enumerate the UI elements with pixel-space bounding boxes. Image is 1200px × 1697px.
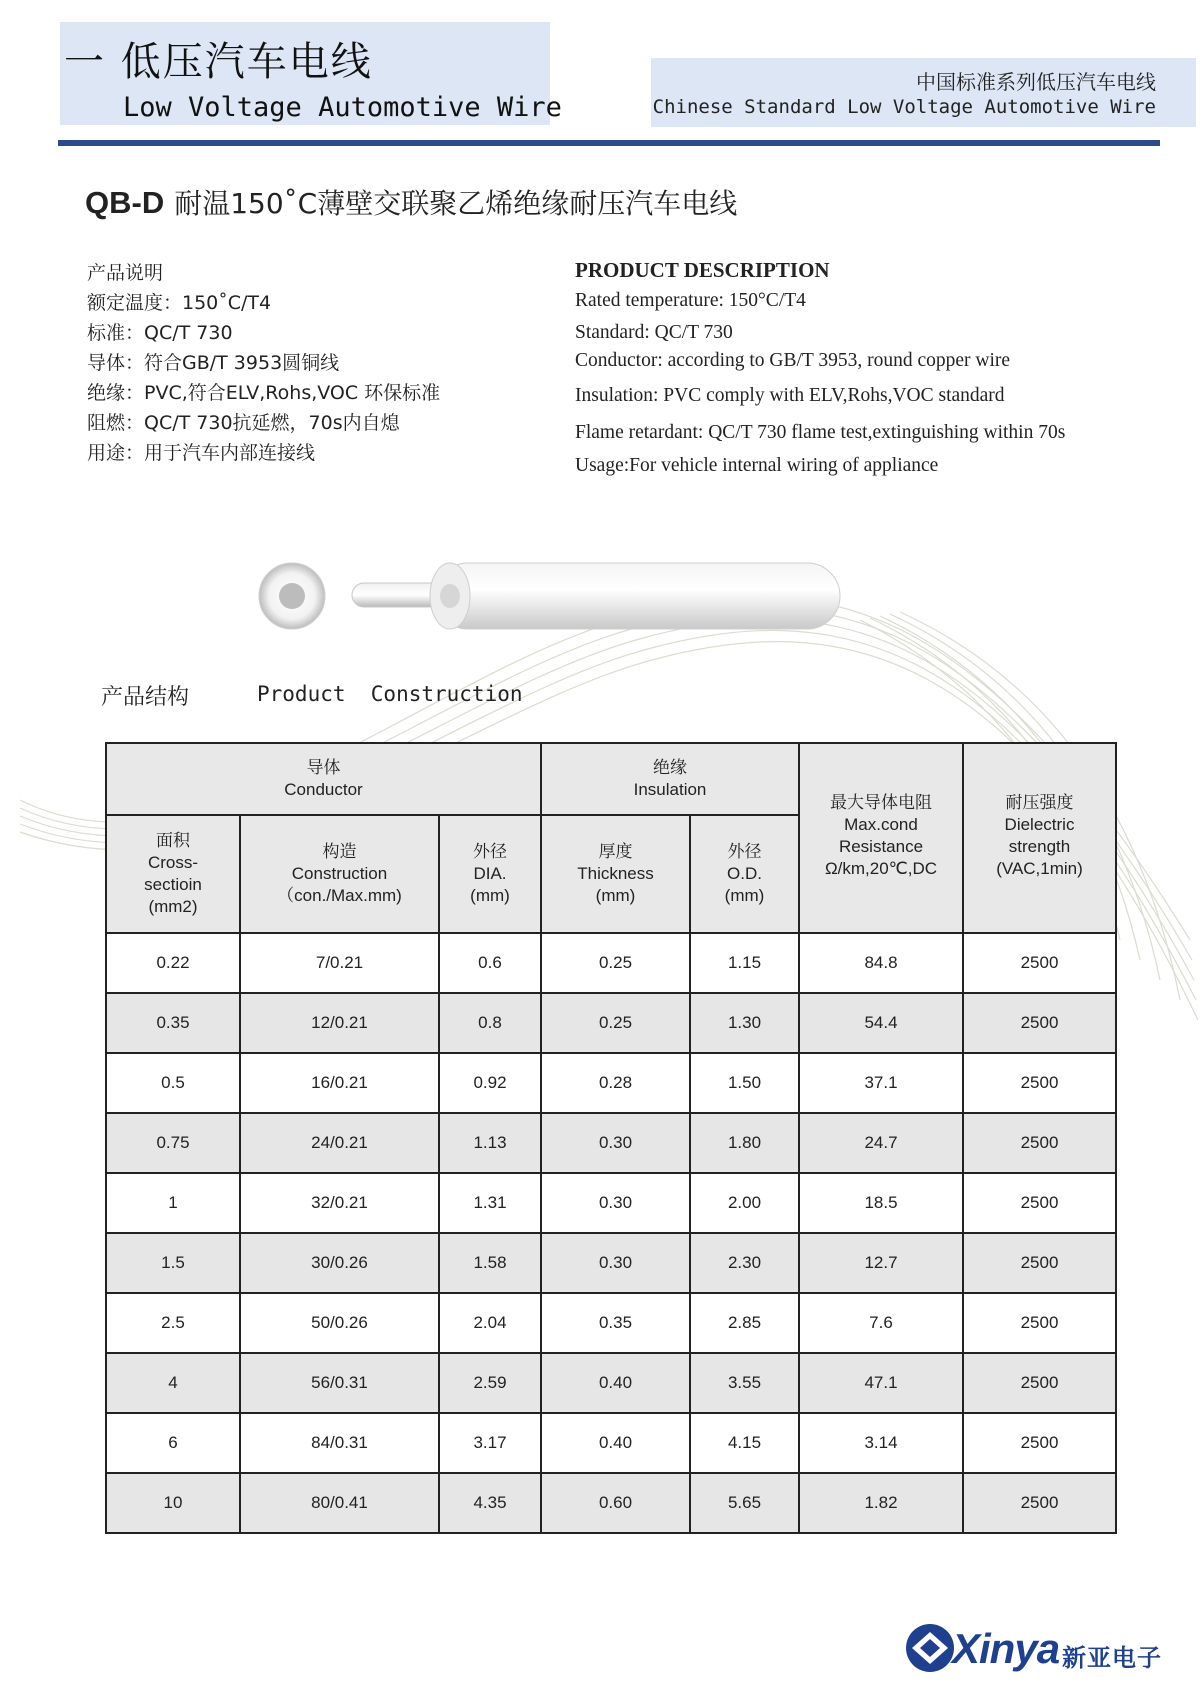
- product-title: [85, 182, 737, 222]
- cell-resistance: 24.7: [799, 1113, 963, 1173]
- header-thickness: [541, 815, 690, 933]
- header-thickness-en: Thickness: [577, 864, 654, 883]
- logo-text-cn: 新亚电子: [1062, 1644, 1162, 1672]
- cell-diameter: 0.8: [439, 993, 541, 1053]
- description-cn-line: 导体：符合GB/T 3953圆铜线: [87, 352, 340, 374]
- table-row: [106, 1293, 1116, 1353]
- cell-dielectric: 2500: [963, 1413, 1116, 1473]
- cell-outer-diameter: 4.15: [690, 1413, 799, 1473]
- description-en-line: Conductor: according to GB/T 3953, round copper wire: [575, 350, 1011, 371]
- description-en: [575, 258, 1175, 488]
- header-thickness-cn: 厚度: [598, 842, 633, 861]
- cell-diameter: 4.35: [439, 1473, 541, 1533]
- cell-thickness: 0.25: [541, 933, 690, 993]
- cell-area: 1: [106, 1173, 240, 1233]
- header-diameter: [439, 815, 541, 933]
- cell-area: 4: [106, 1353, 240, 1413]
- xinya-logo-mark: [900, 1618, 960, 1678]
- cell-diameter: 0.92: [439, 1053, 541, 1113]
- wire-cross-section: [259, 563, 325, 629]
- header-insulation-cn: 绝缘: [653, 758, 687, 777]
- cell-outer-diameter: 2.85: [690, 1293, 799, 1353]
- cell-construction: 24/0.21: [240, 1113, 439, 1173]
- header-construction-en: Construction: [291, 864, 388, 883]
- cell-area: 1.5: [106, 1233, 240, 1293]
- header-construction-unit: （con./Max.mm): [277, 886, 402, 905]
- cell-thickness: 0.35: [541, 1293, 690, 1353]
- table-row: [106, 1233, 1116, 1293]
- header-insulation-en: Insulation: [633, 780, 707, 799]
- header-title-cn: 一 低压汽车电线: [64, 39, 373, 85]
- cell-resistance: 18.5: [799, 1173, 963, 1233]
- cell-dielectric: 2500: [963, 1113, 1116, 1173]
- product-name: 耐温150˚C薄壁交联聚乙烯绝缘耐压汽车电线: [174, 187, 738, 220]
- product-model: QB-D: [85, 185, 165, 220]
- header-resistance-unit: Ω/km,20℃,DC: [824, 859, 938, 878]
- wire-illustration: [240, 550, 880, 660]
- cell-outer-diameter: 1.50: [690, 1053, 799, 1113]
- cell-area: 0.75: [106, 1113, 240, 1173]
- cell-outer-diameter: 1.80: [690, 1113, 799, 1173]
- header-outer-diameter-cn: 外径: [727, 842, 762, 861]
- header-title-en: Low Voltage Automotive Wire: [123, 92, 562, 123]
- header-outer-diameter-unit: (mm): [724, 886, 765, 905]
- cell-outer-diameter: 2.00: [690, 1173, 799, 1233]
- header-resistance-en: Resistance: [838, 837, 924, 856]
- cell-outer-diameter: 2.30: [690, 1233, 799, 1293]
- cell-resistance: 1.82: [799, 1473, 963, 1533]
- cell-construction: 50/0.26: [240, 1293, 439, 1353]
- cell-dielectric: 2500: [963, 1473, 1116, 1533]
- cell-area: 6: [106, 1413, 240, 1473]
- cell-dielectric: 2500: [963, 1293, 1116, 1353]
- cell-dielectric: 2500: [963, 1233, 1116, 1293]
- logo-text: Xinya: [952, 1625, 1060, 1672]
- description-en-line: Flame retardant: QC/T 730 flame test,extinguishing within 70s: [575, 422, 1066, 443]
- header-diameter-en: DIA.: [473, 864, 507, 883]
- table-row: [106, 1473, 1116, 1533]
- header-construction-cn: 构造: [322, 842, 357, 861]
- cell-area: 0.22: [106, 933, 240, 993]
- description-cn-line: 阻燃：QC/T 730抗延燃，70s内自熄: [87, 412, 400, 434]
- cell-construction: 16/0.21: [240, 1053, 439, 1113]
- cell-resistance: 47.1: [799, 1353, 963, 1413]
- header-rule: [58, 140, 1160, 146]
- header-resistance: [799, 743, 963, 933]
- cell-construction: 30/0.26: [240, 1233, 439, 1293]
- cell-resistance: 54.4: [799, 993, 963, 1053]
- header-conductor-en: Conductor: [284, 780, 363, 799]
- header-outer-diameter-en: O.D.: [727, 864, 762, 883]
- cell-thickness: 0.30: [541, 1173, 690, 1233]
- cell-resistance: 84.8: [799, 933, 963, 993]
- cell-thickness: 0.30: [541, 1113, 690, 1173]
- description-cn-line: 绝缘：PVC,符合ELV,Rohs,VOC 环保标准: [87, 382, 441, 404]
- cell-thickness: 0.30: [541, 1233, 690, 1293]
- construction-heading-cn: 产品结构: [101, 685, 190, 710]
- cell-thickness: 0.28: [541, 1053, 690, 1113]
- cell-construction: 80/0.41: [240, 1473, 439, 1533]
- cell-diameter: 2.04: [439, 1293, 541, 1353]
- description-cn-heading: 产品说明: [87, 262, 164, 284]
- header-area-unit: (mm2): [148, 897, 198, 916]
- spec-table: [105, 742, 1117, 1534]
- header-dielectric: [963, 743, 1116, 933]
- description-cn: [87, 258, 440, 468]
- description-en-line: Usage:For vehicle internal wiring of appliance: [575, 455, 939, 476]
- cell-diameter: 1.13: [439, 1113, 541, 1173]
- cell-thickness: 0.40: [541, 1413, 690, 1473]
- description-en-line: Rated temperature: 150°C/T4: [575, 290, 806, 311]
- cell-dielectric: 2500: [963, 993, 1116, 1053]
- header-resistance-cn: 最大导体电阻: [830, 793, 932, 812]
- header-dielectric-cn: 耐压强度: [1005, 793, 1074, 812]
- description-en-line: Standard: QC/T 730: [575, 322, 733, 343]
- header-series-cn: 中国标准系列低压汽车电线: [916, 70, 1156, 94]
- header-conductor: [106, 743, 541, 815]
- cell-dielectric: 2500: [963, 1353, 1116, 1413]
- cell-outer-diameter: 1.15: [690, 933, 799, 993]
- cell-area: 10: [106, 1473, 240, 1533]
- cell-construction: 84/0.31: [240, 1413, 439, 1473]
- header-area-en: Cross-: [147, 853, 199, 872]
- cell-diameter: 2.59: [439, 1353, 541, 1413]
- table-row: [106, 933, 1116, 993]
- description-en-line: Insulation: PVC comply with ELV,Rohs,VOC standard: [575, 385, 1005, 406]
- wire-side-view: [352, 563, 840, 629]
- cell-area: 2.5: [106, 1293, 240, 1353]
- cell-resistance: 12.7: [799, 1233, 963, 1293]
- cell-diameter: 3.17: [439, 1413, 541, 1473]
- cell-dielectric: 2500: [963, 1053, 1116, 1113]
- cell-diameter: 1.31: [439, 1173, 541, 1233]
- header-dielectric-en: strength: [1008, 837, 1071, 856]
- cell-construction: 32/0.21: [240, 1173, 439, 1233]
- cell-thickness: 0.40: [541, 1353, 690, 1413]
- description-cn-line: 标准：QC/T 730: [87, 322, 233, 344]
- header-area-en: sectioin: [144, 875, 202, 894]
- cell-outer-diameter: 1.30: [690, 993, 799, 1053]
- cell-dielectric: 2500: [963, 933, 1116, 993]
- cell-diameter: 1.58: [439, 1233, 541, 1293]
- header-area: [106, 815, 240, 933]
- table-row: [106, 1113, 1116, 1173]
- header-conductor-cn: 导体: [306, 758, 341, 777]
- cell-outer-diameter: 3.55: [690, 1353, 799, 1413]
- cell-outer-diameter: 5.65: [690, 1473, 799, 1533]
- header-series-en: Chinese Standard Low Voltage Automotive Wire: [652, 96, 1156, 118]
- description-en-heading: PRODUCT DESCRIPTION: [575, 258, 830, 282]
- table-row: [106, 1353, 1116, 1413]
- cell-construction: 12/0.21: [240, 993, 439, 1053]
- description-cn-line: 额定温度：150˚C/T4: [87, 292, 272, 314]
- header-insulation: [541, 743, 799, 815]
- cell-thickness: 0.60: [541, 1473, 690, 1533]
- description-cn-line: 用途：用于汽车内部连接线: [87, 442, 316, 464]
- cell-thickness: 0.25: [541, 993, 690, 1053]
- header-outer-diameter: [690, 815, 799, 933]
- construction-heading-en: Product Construction: [257, 682, 523, 706]
- table-row: [106, 1173, 1116, 1233]
- table-row: [106, 1413, 1116, 1473]
- cell-diameter: 0.6: [439, 933, 541, 993]
- header-thickness-unit: (mm): [595, 886, 636, 905]
- cell-area: 0.35: [106, 993, 240, 1053]
- cell-resistance: 7.6: [799, 1293, 963, 1353]
- cell-resistance: 37.1: [799, 1053, 963, 1113]
- table-row: [106, 1053, 1116, 1113]
- header-construction: [240, 815, 439, 933]
- header-dielectric-unit: (VAC,1min): [996, 859, 1083, 878]
- cell-resistance: 3.14: [799, 1413, 963, 1473]
- header-area-cn: 面积: [156, 831, 190, 850]
- cell-construction: 7/0.21: [240, 933, 439, 993]
- cell-area: 0.5: [106, 1053, 240, 1113]
- spec-table-body: [106, 933, 1116, 1533]
- header-diameter-unit: (mm): [470, 886, 510, 905]
- header-diameter-cn: 外径: [473, 842, 507, 861]
- header-resistance-en: Max.cond: [844, 815, 918, 834]
- cell-dielectric: 2500: [963, 1173, 1116, 1233]
- header-dielectric-en: Dielectric: [1004, 815, 1075, 834]
- cell-construction: 56/0.31: [240, 1353, 439, 1413]
- table-row: [106, 993, 1116, 1053]
